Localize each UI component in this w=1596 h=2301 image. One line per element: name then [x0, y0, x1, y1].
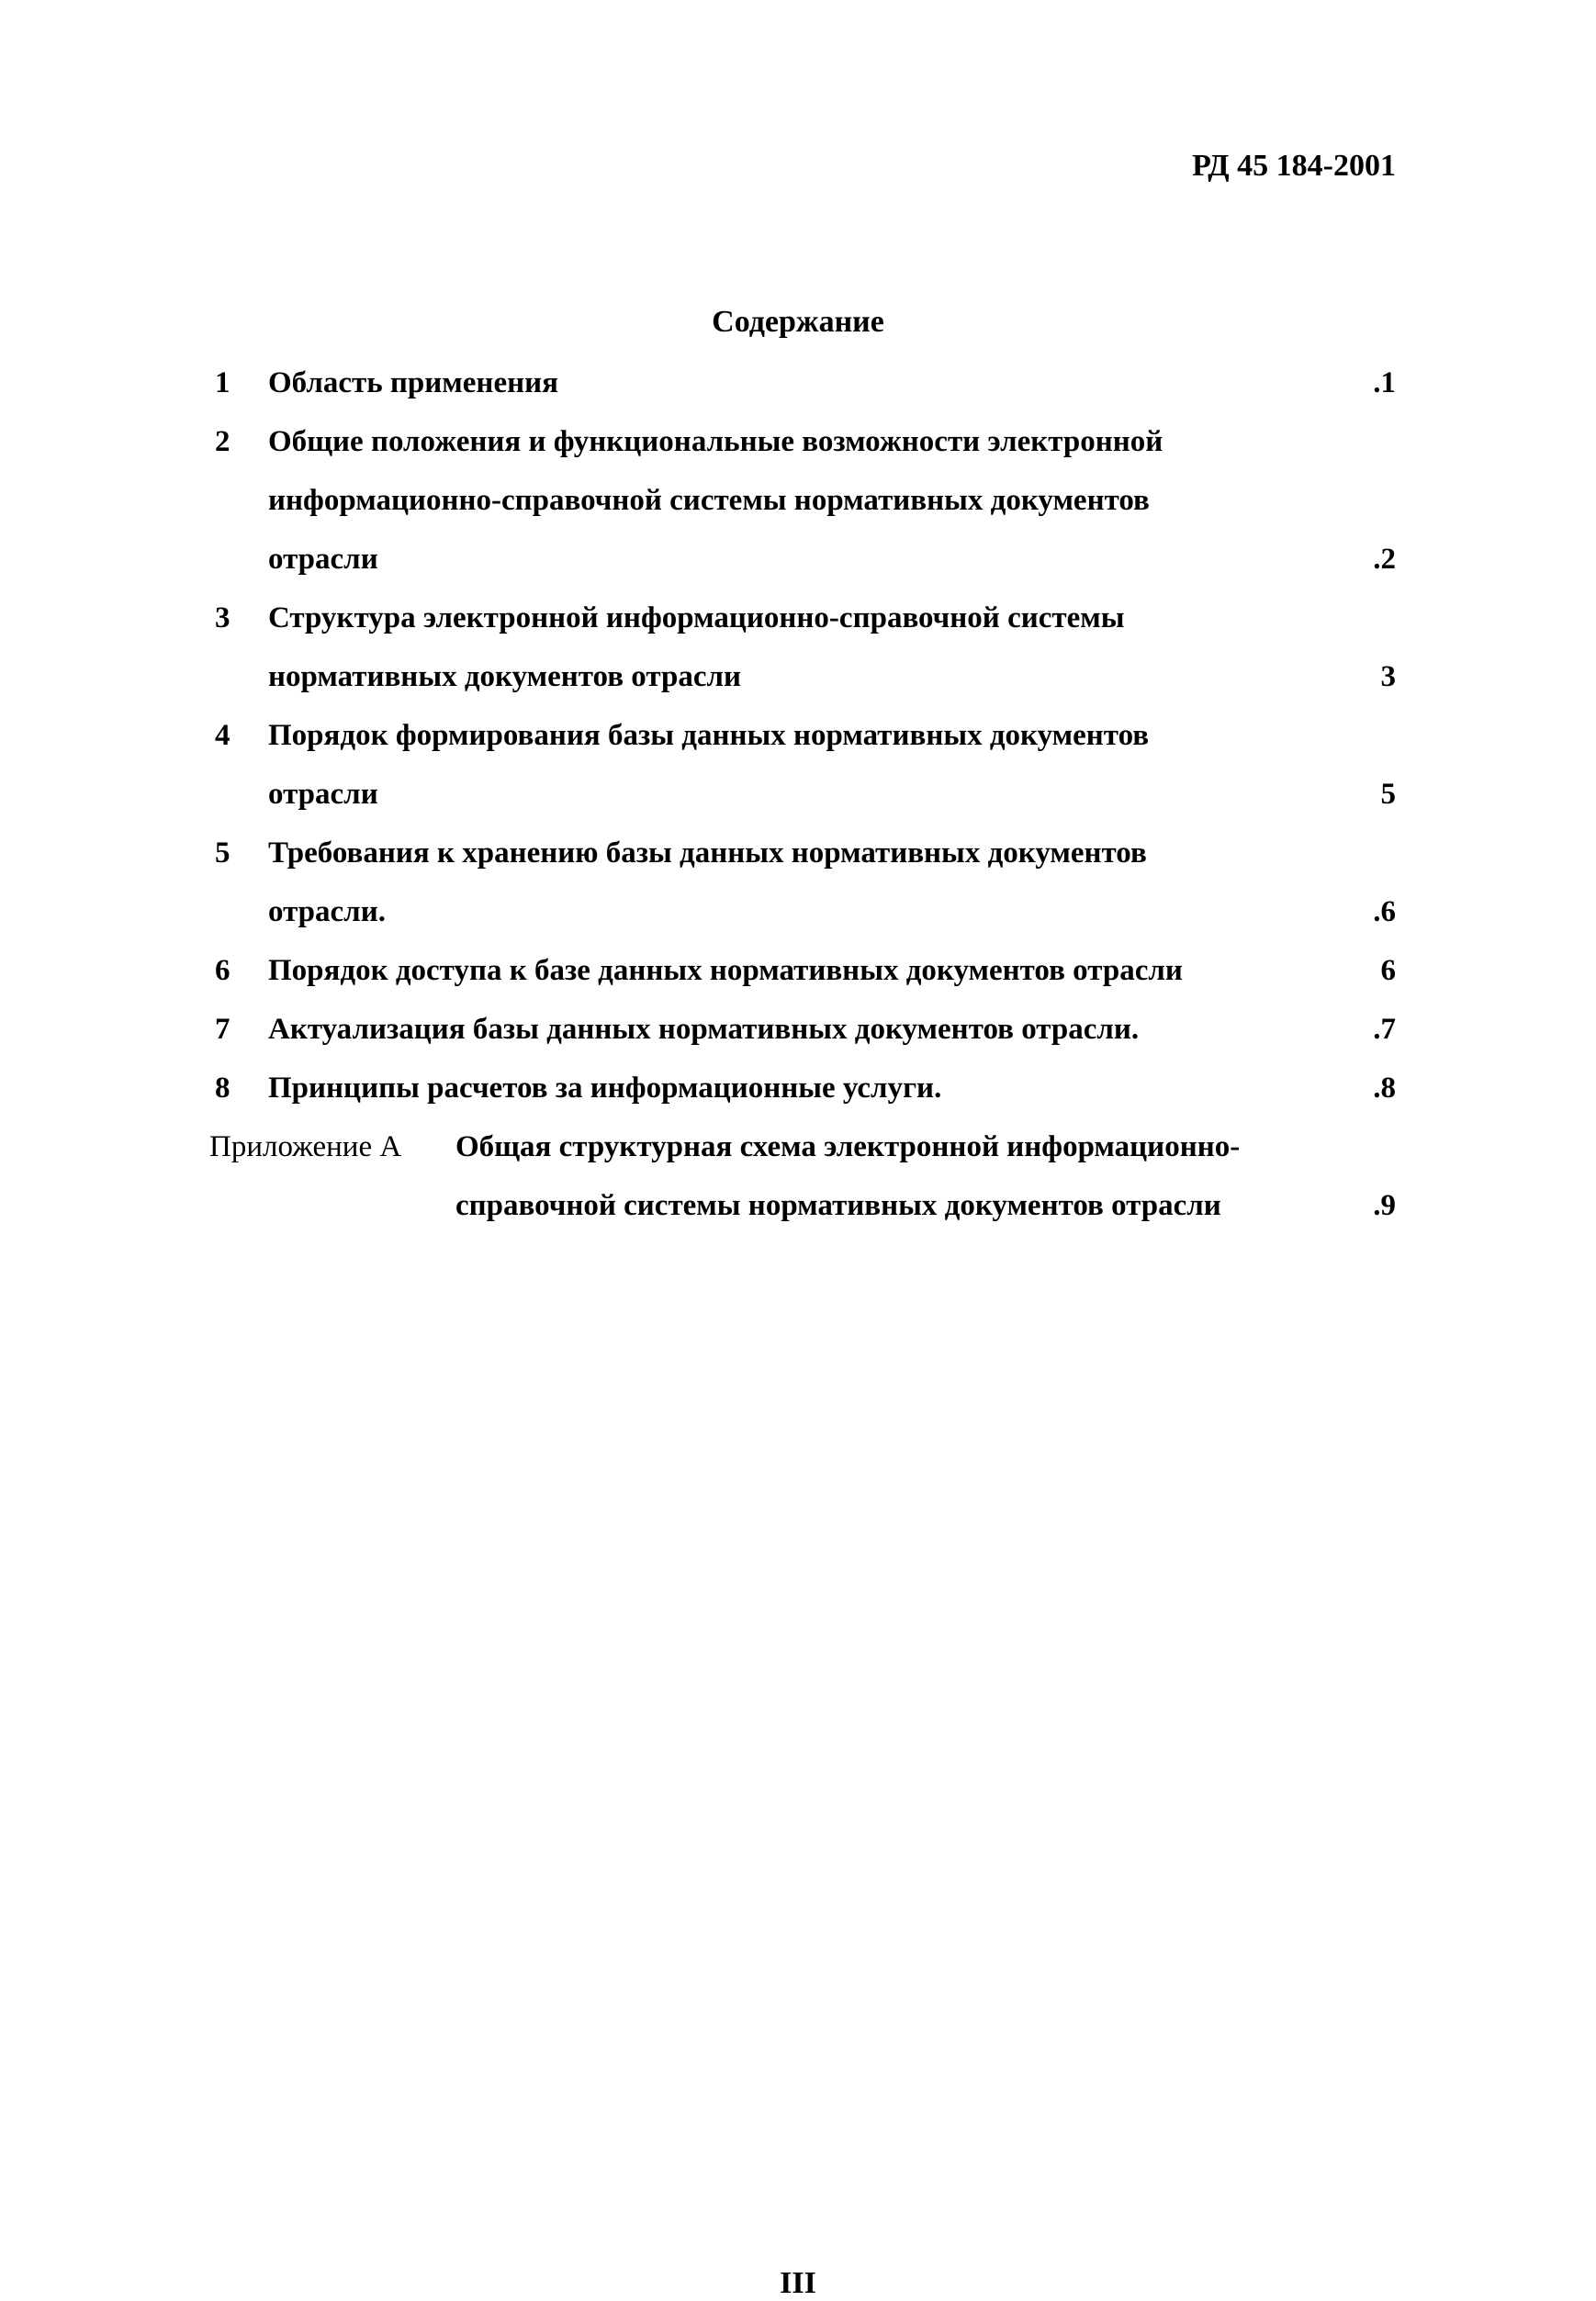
toc-entry-line: [202, 478, 1396, 537]
toc-entry: [202, 1066, 1396, 1125]
toc-appendix-entry: [202, 1125, 1396, 1242]
toc-entry-page: .2: [1373, 543, 1396, 576]
toc-entry-text: нормативных документов отрасли: [268, 660, 742, 693]
toc-entry: [202, 596, 1396, 713]
toc-entry-text: Актуализация базы данных нормативных документов отрасли.: [268, 1013, 1140, 1046]
toc-entry-line: [202, 655, 1396, 713]
toc-entry-page: .7: [1373, 1013, 1396, 1046]
toc-entry: [202, 1007, 1396, 1066]
toc-entry-text: отрасли: [268, 778, 378, 811]
toc-entry-line: [202, 948, 1396, 1007]
toc-appendix-text: Общая структурная схема электронной информационно-: [455, 1130, 1241, 1163]
toc-entry-line: [202, 420, 1396, 478]
toc-entry: [202, 948, 1396, 1007]
toc-entry-line: [202, 537, 1396, 596]
toc-entry-text: Порядок формирования базы данных нормативных документов: [268, 719, 1150, 752]
toc-appendix-line: [202, 1184, 1396, 1242]
toc-entry: [202, 831, 1396, 948]
toc-appendix-page: .9: [1373, 1189, 1396, 1222]
toc-entry: [202, 420, 1396, 596]
toc-entry-text: отрасли.: [268, 895, 386, 928]
toc-entry: [202, 713, 1396, 831]
toc-entry-page: 6: [1380, 954, 1396, 987]
toc-entry-number: 3: [215, 601, 230, 634]
toc-entry-number: 7: [215, 1013, 230, 1046]
toc-entry-text: Принципы расчетов за информационные услуги.: [268, 1072, 942, 1105]
toc-entry-number: 6: [215, 954, 230, 987]
toc-entry-text: Область применения: [268, 366, 558, 399]
document-code: РД 45 184-2001: [1192, 149, 1396, 183]
toc-entry-page: .8: [1373, 1072, 1396, 1105]
toc-appendix-text: справочной системы нормативных документов отрасли: [455, 1189, 1221, 1222]
toc-entry-line: [202, 596, 1396, 655]
toc-appendix-line: [202, 1125, 1396, 1184]
toc-entry-page: 5: [1380, 778, 1396, 811]
toc-entry-text: Требования к хранению базы данных нормативных документов: [268, 836, 1147, 870]
toc-entry-text: Порядок доступа к базе данных нормативных документов отрасли: [268, 954, 1183, 987]
toc-entry-line: [202, 361, 1396, 420]
toc-entry-line: [202, 772, 1396, 831]
toc-entry-page: .6: [1373, 895, 1396, 928]
toc-entry-page: 3: [1380, 660, 1396, 693]
table-of-contents: [202, 361, 1396, 1242]
toc-entry-number: 4: [215, 719, 230, 752]
toc-entry-line: [202, 890, 1396, 948]
toc-entry-line: [202, 831, 1396, 890]
toc-entry: [202, 361, 1396, 420]
toc-entry-number: 1: [215, 366, 230, 399]
toc-heading: Содержание: [712, 305, 884, 339]
toc-entry-number: 8: [215, 1072, 230, 1105]
toc-entry-number: 2: [215, 425, 230, 458]
toc-entry-page: .1: [1373, 366, 1396, 399]
toc-entry-number: 5: [215, 836, 230, 870]
toc-entry-text: информационно-справочной системы нормативных документов: [268, 484, 1150, 517]
toc-appendix-label: Приложение А: [209, 1130, 402, 1163]
toc-entry-text: отрасли: [268, 543, 378, 576]
toc-entry-line: [202, 713, 1396, 772]
page-number-footer: III: [780, 2266, 816, 2300]
toc-entry-text: Общие положения и функциональные возможности электронной: [268, 425, 1163, 458]
toc-entry-line: [202, 1007, 1396, 1066]
toc-entry-text: Структура электронной информационно-справочной системы: [268, 601, 1125, 634]
toc-entry-line: [202, 1066, 1396, 1125]
